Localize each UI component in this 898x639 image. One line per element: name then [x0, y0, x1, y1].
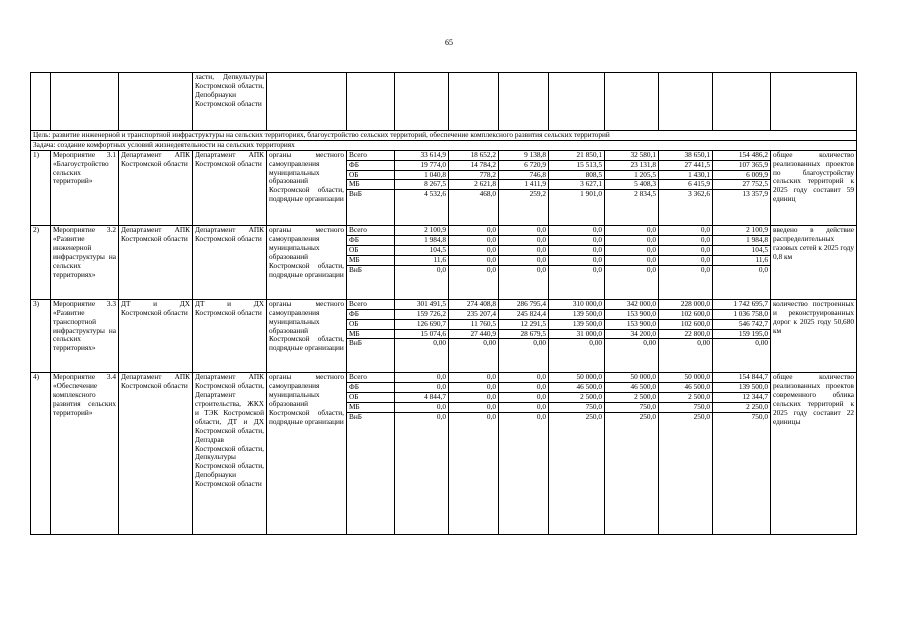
- coordinator: Департамент АПК Костромской области: [119, 150, 193, 226]
- measure-name: Мероприятие 3.3 «Развитие транспортной инфраструктуры на сельских территориях»: [51, 299, 119, 373]
- funding-value: 0,00: [449, 339, 499, 373]
- funding-value: 2 100,9: [395, 226, 449, 236]
- funding-source: ВнБ: [347, 265, 395, 299]
- funding-value: 0,00: [549, 339, 605, 373]
- funding-value: 0,0: [605, 226, 659, 236]
- table-row: [31, 299, 857, 309]
- expected-result: количество построенных и реконструированных дорог к 2025 году 50,680 км: [771, 299, 857, 373]
- funding-value: 750,0: [605, 403, 659, 413]
- funding-value: 28 679,5: [499, 329, 549, 339]
- table-row: [31, 226, 857, 236]
- funding-source: Всего: [347, 373, 395, 383]
- row-number: 2): [31, 226, 51, 300]
- funding-source: ВнБ: [347, 413, 395, 535]
- task-row: [31, 140, 857, 150]
- table-row: [31, 373, 857, 383]
- funding-value: 0,0: [499, 413, 549, 535]
- funding-value: 0,0: [499, 265, 549, 299]
- executor: Департамент АПК Костромской области, Департамент строительства, ЖКХ и ТЭК Костромской области, ДТ и ДХ Костромской области, Депздрав Костромской области, Депкультуры Костромской области, Депобрнауки Костромской области: [193, 373, 267, 535]
- funding-value: 0,0: [549, 256, 605, 266]
- table-row: [31, 150, 857, 160]
- funding-value: 0,0: [659, 256, 713, 266]
- funding-value: 3 362,6: [659, 190, 713, 226]
- expected-result: введено в действие распределительных газовых сетей к 2025 году 0,8 км: [771, 226, 857, 300]
- funding-value: 750,0: [713, 413, 771, 535]
- funding-value: 0,0: [395, 373, 449, 383]
- funding-value: 778,2: [449, 170, 499, 180]
- funding-value: 0,0: [549, 236, 605, 246]
- funding-value: 139 500,0: [713, 383, 771, 393]
- funding-value: 1 411,9: [499, 180, 549, 190]
- participants: органы местного самоуправления муниципальных образований Костромской области, подрядные организации: [267, 150, 347, 226]
- funding-value: 19 774,0: [395, 160, 449, 170]
- funding-source: ОБ: [347, 246, 395, 256]
- funding-source: ВнБ: [347, 339, 395, 373]
- funding-source: МБ: [347, 403, 395, 413]
- funding-value: 13 357,9: [713, 190, 771, 226]
- funding-value: 46 500,0: [605, 383, 659, 393]
- funding-value: 0,0: [449, 413, 499, 535]
- funding-source: МБ: [347, 329, 395, 339]
- funding-value: 2 500,0: [605, 393, 659, 403]
- funding-value: 15 513,5: [549, 160, 605, 170]
- funding-value: 22 800,0: [659, 329, 713, 339]
- funding-value: 27 752,5: [713, 180, 771, 190]
- funding-source: МБ: [347, 256, 395, 266]
- funding-value: 8 267,5: [395, 180, 449, 190]
- funding-value: 0,0: [549, 265, 605, 299]
- funding-source: Всего: [347, 226, 395, 236]
- funding-source: Всего: [347, 150, 395, 160]
- funding-value: 0,00: [605, 339, 659, 373]
- funding-value: 0,0: [449, 383, 499, 393]
- funding-value: 0,0: [659, 236, 713, 246]
- funding-value: 2 834,5: [605, 190, 659, 226]
- funding-value: 3 627,1: [549, 180, 605, 190]
- funding-value: 0,0: [549, 226, 605, 236]
- coordinator: Департамент АПК Костромской области: [119, 226, 193, 300]
- funding-value: 2 621,8: [449, 180, 499, 190]
- funding-value: 1 036 758,0: [713, 309, 771, 319]
- funding-value: 27 440,9: [449, 329, 499, 339]
- funding-value: 154 486,2: [713, 150, 771, 160]
- measure-name: Мероприятие 3.2 «Развитие инженерной инфраструктуры на сельских территориях»: [51, 226, 119, 300]
- funding-value: 245 824,4: [499, 309, 549, 319]
- funding-value: 250,0: [659, 413, 713, 535]
- funding-value: 32 580,1: [605, 150, 659, 160]
- funding-value: 0,0: [395, 403, 449, 413]
- funding-value: 0,0: [605, 265, 659, 299]
- funding-source: Всего: [347, 299, 395, 309]
- funding-value: 1 205,5: [605, 170, 659, 180]
- funding-value: 0,00: [499, 339, 549, 373]
- funding-value: 11,6: [713, 256, 771, 266]
- row-number: 1): [31, 150, 51, 226]
- funding-value: 139 500,0: [549, 309, 605, 319]
- funding-value: 31 000,0: [549, 329, 605, 339]
- funding-value: 18 652,2: [449, 150, 499, 160]
- funding-value: 1 901,0: [549, 190, 605, 226]
- funding-value: 159 726,2: [395, 309, 449, 319]
- coordinator: Департамент АПК Костромской области: [119, 373, 193, 535]
- funding-value: 34 200,0: [605, 329, 659, 339]
- executor: ДТ и ДХ Костромской области: [193, 299, 267, 373]
- funding-value: 0,0: [499, 403, 549, 413]
- funding-value: 46 500,0: [549, 383, 605, 393]
- expected-result: общее количество реализованных проектов современного облика сельских территорий к 2025 году составит 22 единицы: [771, 373, 857, 535]
- funding-value: 274 408,8: [449, 299, 499, 309]
- funding-source: ОБ: [347, 393, 395, 403]
- funding-source: ВнБ: [347, 190, 395, 226]
- funding-value: 50 000,0: [605, 373, 659, 383]
- measure-name: Мероприятие 3.4 «Обеспечение комплексного развития сельских территорий»: [51, 373, 119, 535]
- funding-source: ОБ: [347, 319, 395, 329]
- coordinator: ДТ и ДХ Костромской области: [119, 299, 193, 373]
- funding-value: 310 000,0: [549, 299, 605, 309]
- executor: Департамент АПК Костромской области: [193, 150, 267, 226]
- page-number: 65: [445, 38, 453, 47]
- funding-value: 2 500,0: [659, 393, 713, 403]
- funding-value: 0,0: [605, 246, 659, 256]
- funding-value: 1 430,1: [659, 170, 713, 180]
- funding-value: 0,0: [499, 393, 549, 403]
- funding-value: 2 100,9: [713, 226, 771, 236]
- funding-value: 50 000,0: [549, 373, 605, 383]
- funding-value: 1 984,8: [395, 236, 449, 246]
- funding-value: 0,0: [659, 265, 713, 299]
- funding-value: 0,0: [449, 236, 499, 246]
- funding-value: 1 040,8: [395, 170, 449, 180]
- funding-value: 0,0: [449, 226, 499, 236]
- funding-value: 0,0: [395, 383, 449, 393]
- row-number: 3): [31, 299, 51, 373]
- funding-value: 50 000,0: [659, 373, 713, 383]
- funding-value: 6 009,9: [713, 170, 771, 180]
- funding-value: 259,2: [499, 190, 549, 226]
- funding-value: 0,0: [449, 265, 499, 299]
- funding-value: 0,0: [499, 373, 549, 383]
- funding-value: 11,6: [395, 256, 449, 266]
- funding-value: 0,0: [499, 226, 549, 236]
- expected-result: общее количество реализованных проектов по благоустройству сельских территорий к 2025 году составит 59 единиц: [771, 150, 857, 226]
- participants: органы местного самоуправления муниципальных образований Костромской области, подрядные организации: [267, 226, 347, 300]
- funding-value: 0,00: [395, 339, 449, 373]
- funding-value: 33 614,9: [395, 150, 449, 160]
- funding-value: 0,0: [449, 246, 499, 256]
- participants: органы местного самоуправления муниципальных образований Костромской области, подрядные организации: [267, 299, 347, 373]
- funding-value: 126 690,7: [395, 319, 449, 329]
- funding-value: 808,5: [549, 170, 605, 180]
- funding-value: 159 195,0: [713, 329, 771, 339]
- funding-value: 235 207,4: [449, 309, 499, 319]
- funding-value: 2 250,0: [713, 403, 771, 413]
- row-number: 4): [31, 373, 51, 535]
- funding-value: 0,0: [395, 413, 449, 535]
- funding-value: 301 491,5: [395, 299, 449, 309]
- funding-value: 0,0: [713, 265, 771, 299]
- funding-source: ФБ: [347, 309, 395, 319]
- funding-value: 0,0: [499, 383, 549, 393]
- funding-value: 14 784,2: [449, 160, 499, 170]
- funding-value: 0,0: [605, 236, 659, 246]
- funding-value: 9 138,8: [499, 150, 549, 160]
- funding-value: 0,0: [499, 236, 549, 246]
- funding-value: 12 291,5: [499, 319, 549, 329]
- funding-value: 0,0: [449, 403, 499, 413]
- funding-value: 750,0: [549, 403, 605, 413]
- funding-value: 0,00: [659, 339, 713, 373]
- funding-value: 15 074,6: [395, 329, 449, 339]
- funding-value: 0,0: [659, 226, 713, 236]
- funding-value: 750,0: [659, 403, 713, 413]
- funding-value: 46 500,0: [659, 383, 713, 393]
- funding-value: 0,0: [395, 265, 449, 299]
- goal-text: Цель: развитие инженерной и транспортной инфраструктуры на сельских территориях, благоустройство сельских территорий, обеспечение комплексного развития сельских территорий: [31, 131, 857, 141]
- funding-source: ФБ: [347, 160, 395, 170]
- funding-value: 0,0: [449, 373, 499, 383]
- funding-value: 154 844,7: [713, 373, 771, 383]
- funding-value: 104,5: [395, 246, 449, 256]
- funding-value: 153 900,0: [605, 319, 659, 329]
- funding-value: 107 365,9: [713, 160, 771, 170]
- funding-value: 102 600,0: [659, 319, 713, 329]
- funding-source: МБ: [347, 180, 395, 190]
- funding-source: ФБ: [347, 383, 395, 393]
- funding-value: 0,0: [605, 256, 659, 266]
- funding-value: 21 850,1: [549, 150, 605, 160]
- funding-value: 6 415,9: [659, 180, 713, 190]
- executor: Департамент АПК Костромской области: [193, 226, 267, 300]
- funding-value: 0,0: [499, 256, 549, 266]
- funding-value: 0,0: [659, 246, 713, 256]
- funding-value: 38 650,1: [659, 150, 713, 160]
- funding-value: 139 500,0: [549, 319, 605, 329]
- continuation-row: [31, 73, 857, 131]
- funding-value: 12 344,7: [713, 393, 771, 403]
- funding-value: 4 532,6: [395, 190, 449, 226]
- funding-value: 5 408,3: [605, 180, 659, 190]
- program-table: [30, 72, 857, 535]
- funding-value: 250,0: [549, 413, 605, 535]
- funding-value: 102 600,0: [659, 309, 713, 319]
- funding-value: 153 900,0: [605, 309, 659, 319]
- funding-value: 11 760,5: [449, 319, 499, 329]
- measure-name: Мероприятие 3.1 «Благоустройство сельских территорий»: [51, 150, 119, 226]
- funding-value: 1 742 695,7: [713, 299, 771, 309]
- task-text: Задача: создание комфортных условий жизнедеятельности на сельских территориях: [31, 140, 857, 150]
- funding-value: 6 720,9: [499, 160, 549, 170]
- funding-value: 0,0: [499, 246, 549, 256]
- funding-value: 286 795,4: [499, 299, 549, 309]
- funding-value: 0,0: [549, 246, 605, 256]
- funding-value: 27 441,5: [659, 160, 713, 170]
- funding-value: 0,0: [449, 256, 499, 266]
- funding-value: 228 000,0: [659, 299, 713, 309]
- funding-value: 746,8: [499, 170, 549, 180]
- funding-value: 104,5: [713, 246, 771, 256]
- participants: органы местного самоуправления муниципальных образований Костромской области, подрядные организации: [267, 373, 347, 535]
- funding-source: ОБ: [347, 170, 395, 180]
- funding-value: 0,00: [713, 339, 771, 373]
- funding-value: 250,0: [605, 413, 659, 535]
- funding-value: 468,0: [449, 190, 499, 226]
- goal-row: [31, 131, 857, 141]
- funding-value: 1 984,8: [713, 236, 771, 246]
- funding-value: 0,0: [449, 393, 499, 403]
- funding-value: 546 742,7: [713, 319, 771, 329]
- continuation-executor: ласти, Депкультуры Костромской области, Депобрнауки Костромской области: [193, 73, 267, 131]
- funding-value: 342 000,0: [605, 299, 659, 309]
- funding-value: 23 131,8: [605, 160, 659, 170]
- funding-source: ФБ: [347, 236, 395, 246]
- funding-value: 2 500,0: [549, 393, 605, 403]
- funding-value: 4 844,7: [395, 393, 449, 403]
